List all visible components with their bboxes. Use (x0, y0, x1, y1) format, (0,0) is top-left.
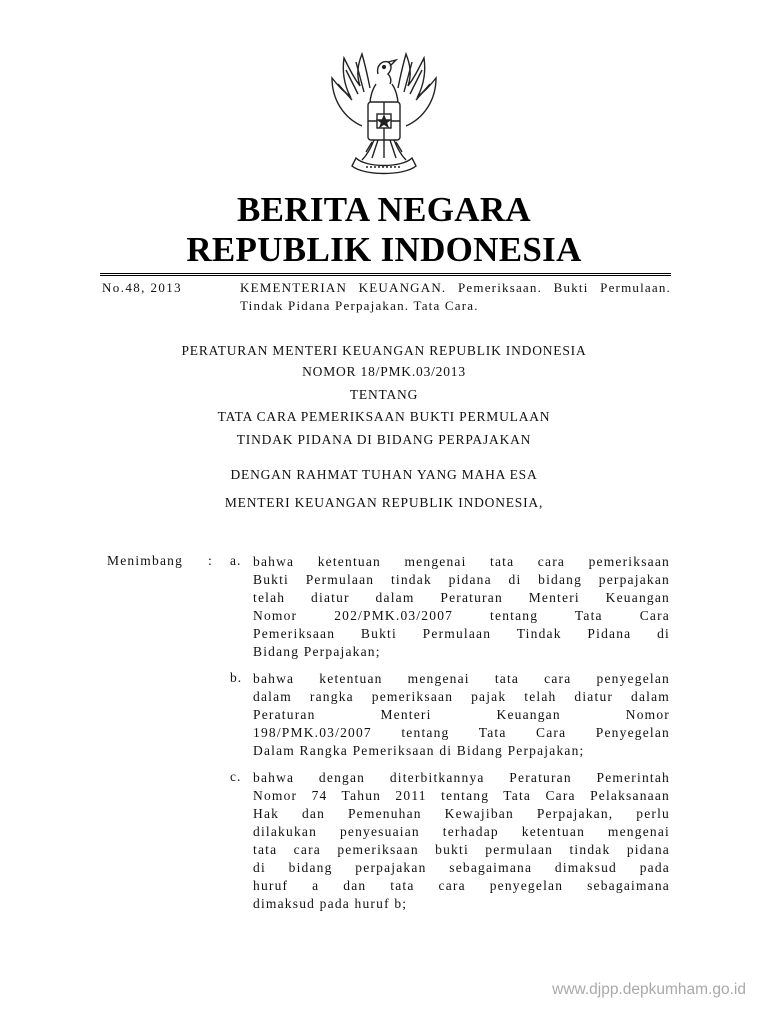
item-line: Peraturan Menteri Keuangan Nomor (253, 707, 670, 722)
issue-description: KEMENTERIAN KEUANGAN. Pemeriksaan. Bukti Permulaan. Tindak Pidana Perpajakan. Tata Cara. (240, 280, 671, 313)
item-line: bahwa dengan diterbitkannya Peraturan Pemerintah (253, 770, 670, 785)
gazette-title: BERITA NEGARA (237, 190, 531, 229)
item-line: Bukti Permulaan tindak pidana di bidang perpajakan (253, 572, 670, 587)
item-line: dalam rangka pemeriksaan pajak telah diatur dalam (253, 689, 670, 704)
regulation-about: TENTANG (349, 387, 419, 402)
item-line: Pemeriksaan Bukti Permulaan Tindak Pidana di (253, 626, 670, 641)
item-line: dimaksud pada huruf b; (253, 896, 408, 911)
item-line: Dalam Rangka Pemeriksaan di Bidang Perpajakan; (253, 743, 585, 758)
item-line: di bidang perpajakan sebagaimana dimaksud pada (253, 860, 670, 875)
item-marker: b. (230, 670, 243, 685)
header-rule (100, 273, 671, 274)
item-line: telah diatur dalam Peraturan Menteri Keuangan (253, 590, 670, 605)
item-line: bahwa ketentuan mengenai tata cara pemeriksaan (253, 554, 670, 569)
issuer-line: MENTERI KEUANGAN REPUBLIK INDONESIA, (224, 495, 544, 510)
item-line: Nomor 202/PMK.03/2007 tentang Tata Cara (253, 608, 670, 623)
item-body (253, 769, 670, 913)
regulation-heading: PERATURAN MENTERI KEUANGAN REPUBLIK INDONESIA (181, 343, 587, 358)
gazette-subtitle: REPUBLIK INDONESIA (186, 230, 582, 269)
footer-watermark-url: www.djpp.depkumham.go.id (552, 981, 746, 998)
item-line: dilakukan penyesuaian terhadap ketentuan mengenai (253, 824, 670, 839)
invocation: DENGAN RAHMAT TUHAN YANG MAHA ESA (230, 467, 538, 482)
garuda-emblem-icon (326, 48, 442, 178)
item-line: bahwa ketentuan mengenai tata cara penyegelan (253, 671, 670, 686)
considering-label: Menimbang (107, 553, 184, 568)
item-body (253, 553, 670, 661)
item-line: 198/PMK.03/2007 tentang Tata Cara Penyegelan (253, 725, 670, 740)
header-rule (100, 275, 671, 276)
item-line: Bidang Perpajakan; (253, 644, 381, 659)
regulation-title-line: TATA CARA PEMERIKSAAN BUKTI PERMULAAN (217, 409, 551, 424)
item-marker: a. (230, 553, 242, 568)
item-line: Hak dan Pemenuhan Kewajiban Perpajakan, perlu (253, 806, 670, 821)
considering-colon: : (208, 553, 212, 568)
item-body (253, 670, 670, 760)
regulation-number: NOMOR 18/PMK.03/2013 (302, 364, 466, 379)
item-line: Nomor 74 Tahun 2011 tentang Tata Cara Pelaksanaan (253, 788, 670, 803)
item-marker: c. (230, 769, 242, 784)
issue-number: No.48, 2013 (102, 280, 183, 295)
item-line: huruf a dan tata cara penyegelan sebagaimana (253, 878, 670, 893)
item-line: tata cara pemeriksaan bukti permulaan tindak pidana (253, 842, 670, 857)
regulation-title-line: TINDAK PIDANA DI BIDANG PERPAJAKAN (236, 432, 532, 447)
